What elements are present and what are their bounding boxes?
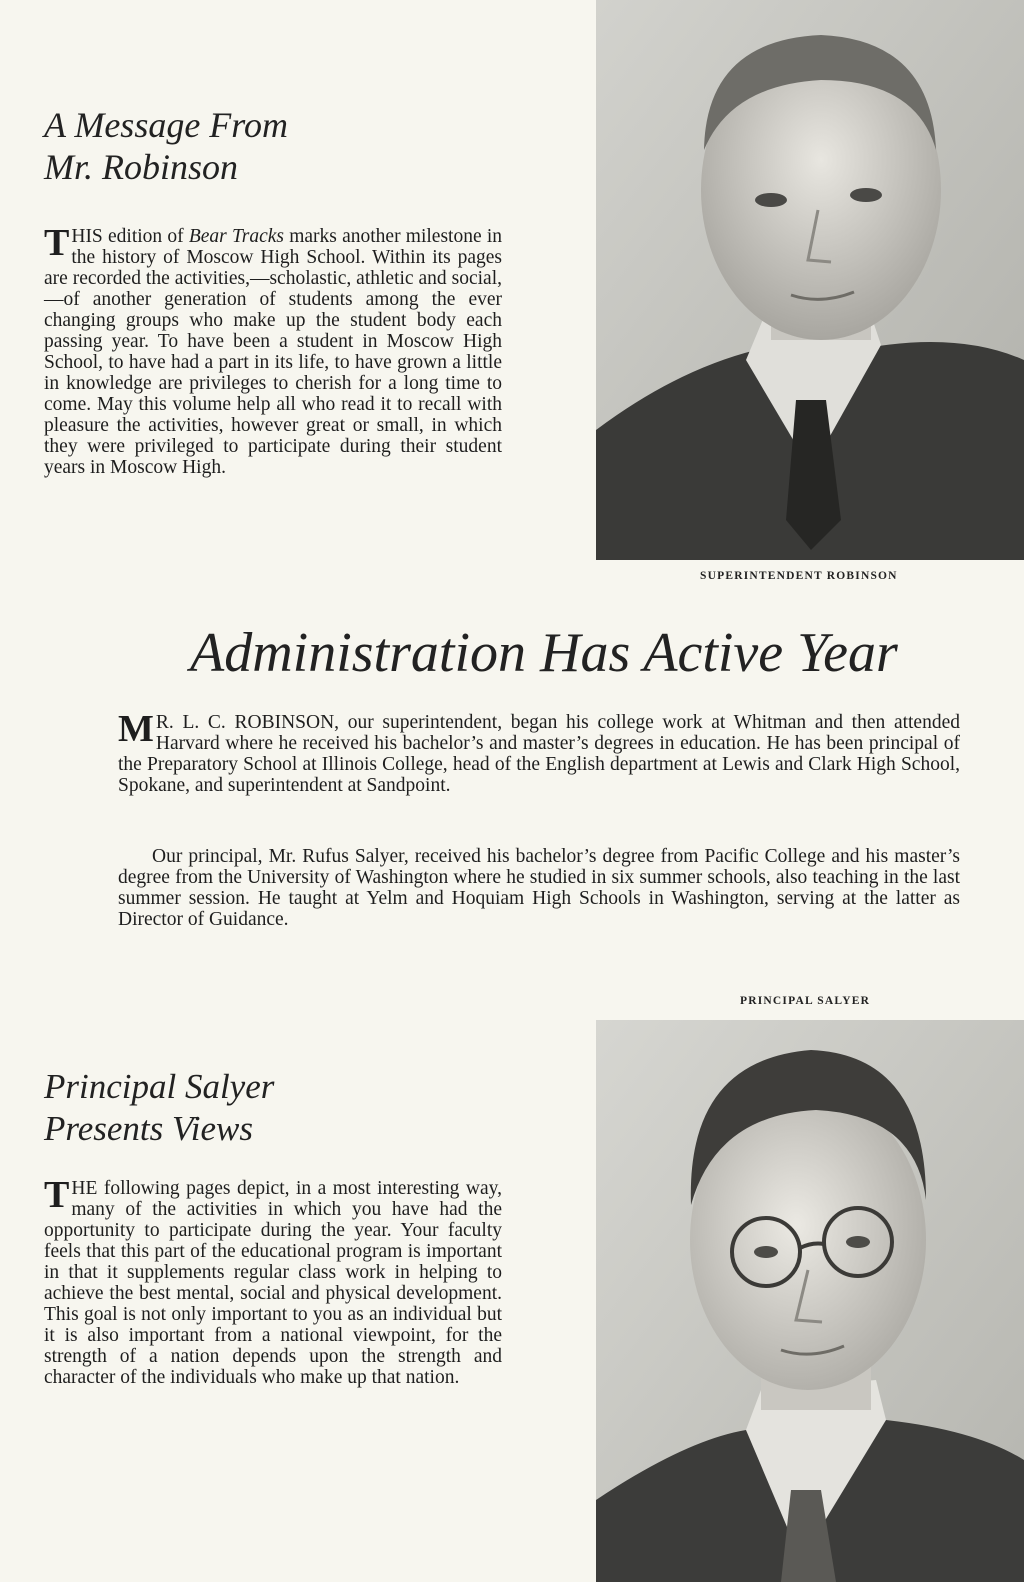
robinson-portrait-image (596, 0, 1024, 560)
administration-dropcap: M (118, 708, 154, 750)
salyer-body (44, 1174, 502, 1388)
salyer-dropcap: T (44, 1174, 70, 1216)
robinson-portrait (596, 0, 1024, 560)
administration-paragraph-1 (118, 708, 960, 796)
salyer-heading-line1: Principal Salyer (44, 1067, 275, 1106)
message-heading-line2: Mr. Robinson (44, 147, 239, 187)
robinson-caption: SUPERINTENDENT ROBINSON (700, 570, 898, 582)
administration-paragraph-2: Our principal, Mr. Rufus Salyer, received his bachelor’s degree from Pacific College and his master’s degree from the University of Washington where he studied in six summer schools, also teaching in the last summer session. He taught at Yelm and Hoquiam High Schools in Washington, serving at the latter as Director of Guidance. (118, 846, 960, 930)
administration-title: Administration Has Active Year (190, 622, 898, 684)
message-heading (44, 104, 288, 188)
administration-lead: R. (155, 712, 174, 733)
message-text-a: edition of (102, 226, 189, 247)
yearbook-title: Bear Tracks (188, 226, 284, 247)
salyer-portrait-image (596, 1020, 1024, 1582)
message-text-b: marks another milestone in the history of Moscow High School. Within its pages are recorded the activities,—scholastic, athletic and social,—of another generation of students among the ever changing groups who make up the student body each passing year. To have been a student in Moscow High School, to have had a part in its life, to have grown a little in knowledge are privileges to cherish for a long time to come. May this volume help all who read it to recall with pleasure the activities, however great or small, in which they were privileged to participate during their student years in Moscow High. (44, 226, 502, 478)
salyer-portrait (596, 1020, 1024, 1582)
salyer-lead: HE (71, 1178, 98, 1199)
message-body (44, 222, 502, 478)
message-lead: HIS (71, 226, 103, 247)
salyer-heading-line2: Presents Views (44, 1109, 253, 1148)
salyer-caption: PRINCIPAL SALYER (740, 995, 871, 1007)
message-dropcap: T (44, 222, 70, 264)
salyer-heading (44, 1066, 274, 1150)
message-heading-line1: A Message From (44, 105, 288, 145)
administration-paragraph-1-text: L. C. ROBINSON, our superintendent, began his college work at Whitman and then attended Harvard where he received his bachelor’s and master’s degrees in education. He has been principal of the Preparatory School at Illinois College, head of the English department at Lewis and Clark High School, Spokane, and superintendent at Sandpoint. (118, 712, 960, 796)
salyer-text: following pages depict, in a most interesting way, many of the activities in which you have had the opportunity to participate during the year. Your faculty feels that this part of the educational program is important in that it supplements regular class work in helping to achieve the best mental, social and physical development. This goal is not only important to you as an individual but it is also important from a national viewpoint, for the strength of a nation depends upon the strength and character of the individuals who make up that nation. (44, 1178, 502, 1388)
